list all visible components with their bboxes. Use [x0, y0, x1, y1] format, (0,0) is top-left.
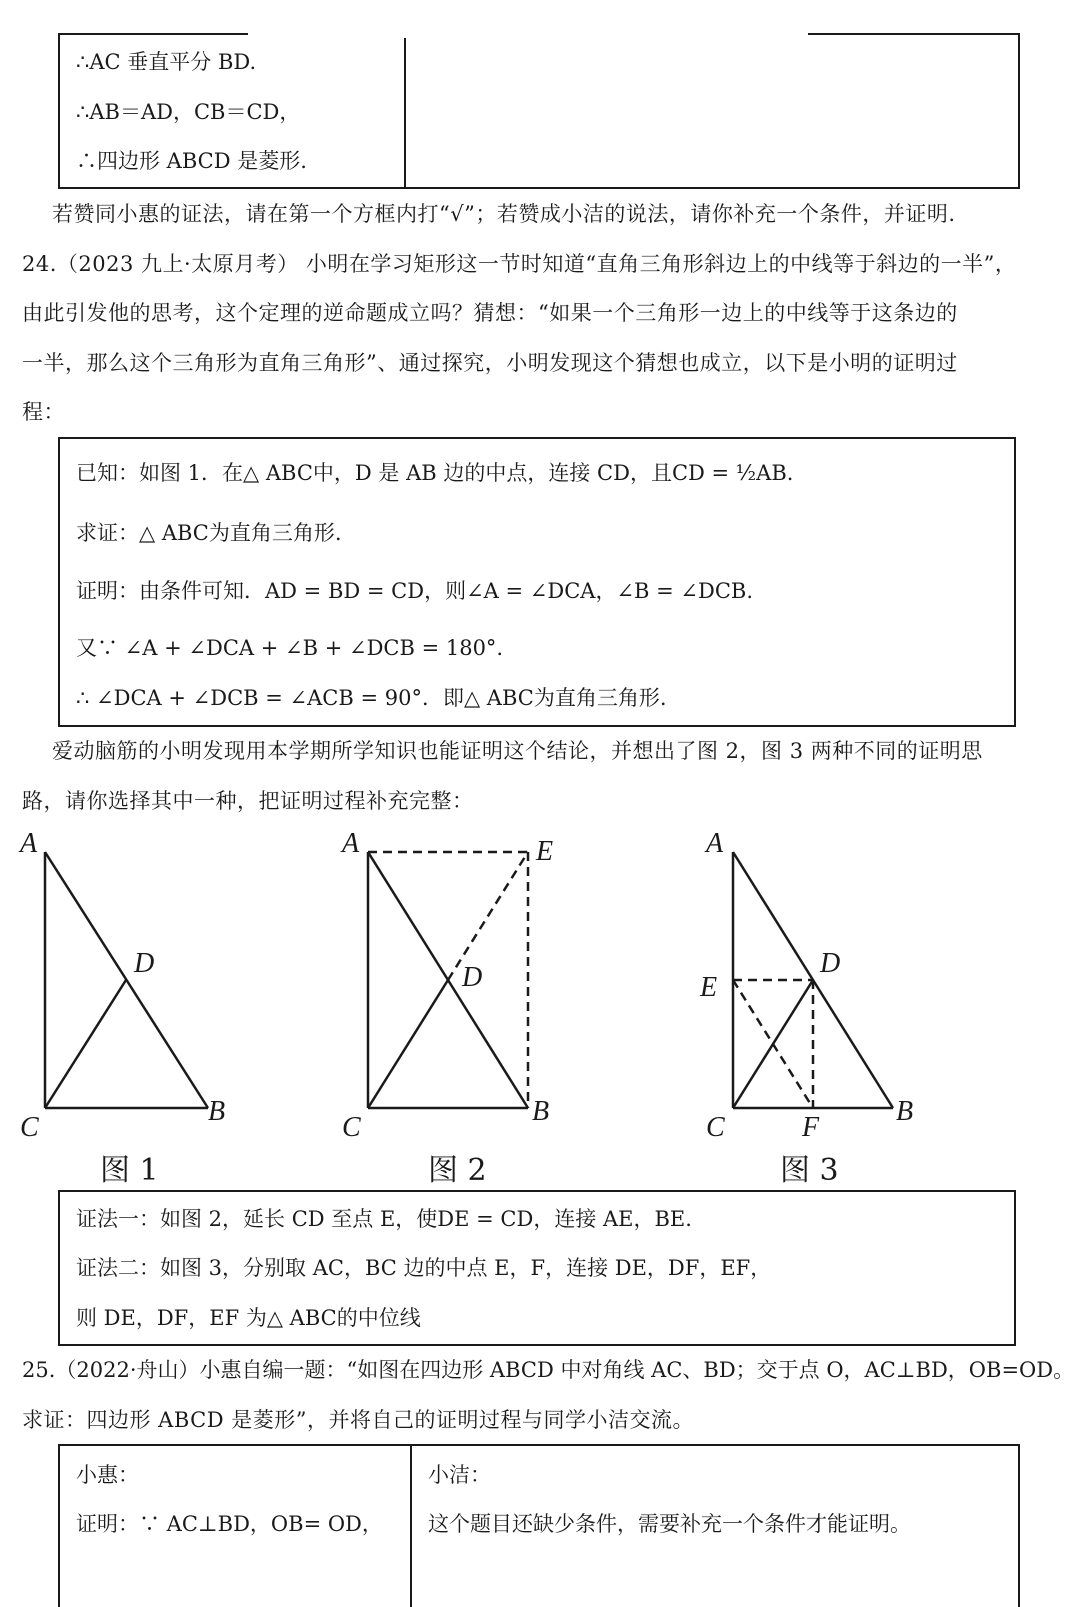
q25-table-right-border: [1018, 1444, 1020, 1607]
q24-line-3: 一半，那么这个三角形为直角三角形”、通过探究，小明发现这个猜想也成立，以下是小明的证明过: [22, 351, 958, 375]
q25-table-top-border: [58, 1444, 1020, 1446]
proof-given: 已知：如图 1．在△ ABC中，D 是 AB 边的中点，连接 CD，且CD = ½AB.: [76, 461, 794, 485]
top-table-left-border: [58, 33, 60, 189]
fig1-label-a: A: [20, 828, 38, 859]
fig3-caption: 图 3: [780, 1153, 839, 1188]
q25-table-middle-border: [410, 1444, 412, 1607]
instruction-23: 若赞同小惠的证法，请在第一个方框内打“√”；若赞成小洁的说法，请你补充一个条件，并证明.: [52, 202, 956, 226]
fig2-median-cd: [368, 980, 448, 1108]
figure-1: [45, 852, 208, 1108]
top-table-middle-border: [404, 38, 406, 189]
q25-right-title: 小洁：: [428, 1463, 491, 1487]
method-1: 证法一：如图 2，延长 CD 至点 E，使DE = CD，连接 AE，BE.: [76, 1207, 692, 1231]
proof-step-3: ∴ ∠DCA + ∠DCB = ∠ACB = 90°．即△ ABC为直角三角形.: [76, 686, 667, 710]
method-2: 证法二：如图 3，分别取 AC，BC 边的中点 E，F，连接 DE，DF，EF，: [76, 1256, 772, 1280]
fig3-label-e: E: [700, 972, 718, 1003]
q25-table-left-border: [58, 1444, 60, 1607]
fig3-label-f: F: [802, 1112, 820, 1143]
fig2-label-d: D: [462, 962, 483, 993]
fig1-label-b: B: [208, 1096, 226, 1127]
figure-2: [368, 852, 528, 1108]
q25-left-proof: 证明：∵ AC⊥BD，OB= OD，: [76, 1512, 383, 1536]
fig2-caption: 图 2: [428, 1153, 487, 1188]
fig2-label-c: C: [342, 1112, 361, 1143]
top-table-line-3: ∴四边形 ABCD 是菱形.: [76, 149, 307, 173]
fig1-label-d: D: [134, 948, 155, 979]
fig2-label-a: A: [342, 828, 360, 859]
top-table-right-border: [1018, 33, 1020, 189]
proof-step-2: 又∵ ∠A + ∠DCA + ∠B + ∠DCB = 180°.: [76, 636, 504, 660]
fig3-label-a: A: [706, 828, 724, 859]
q25-line-2: 求证：四边形 ABCD 是菱形”，并将自己的证明过程与同学小洁交流。: [22, 1408, 694, 1432]
fig1-caption: 图 1: [100, 1153, 159, 1188]
top-table-bottom-border: [58, 187, 1020, 189]
fig2-dashed-de: [448, 852, 528, 980]
top-table-line-1: ∴AC 垂直平分 BD.: [76, 50, 257, 74]
fig3-label-c: C: [706, 1112, 725, 1143]
top-table-right-top-edge: [808, 33, 1020, 35]
proof-to-prove: 求证：△ ABC为直角三角形.: [76, 521, 342, 545]
proof-step-1: 证明：由条件可知．AD = BD = CD，则∠A = ∠DCA，∠B = ∠DCB.: [76, 579, 754, 603]
fig1-label-c: C: [20, 1112, 39, 1143]
q24-line-2: 由此引发他的思考，这个定理的逆命题成立吗？猜想：“如果一个三角形一边上的中线等于这条边的: [22, 301, 958, 325]
fig2-label-b: B: [532, 1096, 550, 1127]
figures-svg: [0, 820, 1080, 1150]
q24-line-4: 程：: [22, 400, 65, 424]
method-2-cont: 则 DE，DF，EF 为△ ABC的中位线: [76, 1306, 421, 1330]
top-table-left-top-edge: [58, 33, 248, 35]
q25-line-1: 25.（2022·舟山）小惠自编一题：“如图在四边形 ABCD 中对角线 AC、BD；交于点 O，AC⊥BD，OB=OD。: [22, 1358, 1075, 1382]
fig3-label-b: B: [896, 1096, 914, 1127]
fig1-median-cd: [45, 980, 126, 1108]
q25-right-text: 这个题目还缺少条件，需要补充一个条件才能证明。: [428, 1512, 911, 1536]
top-table-line-2: ∴AB＝AD，CB＝CD，: [76, 100, 301, 124]
q25-left-title: 小惠：: [76, 1463, 139, 1487]
fig2-label-e: E: [536, 836, 554, 867]
fig3-label-d: D: [820, 948, 841, 979]
q24-line-1: 24.（2023 九上·太原月考） 小明在学习矩形这一节时知道“直角三角形斜边上的中线等于斜边的一半”，: [22, 252, 1017, 276]
figure-3: [733, 852, 893, 1108]
q24-follow-2: 路，请你选择其中一种，把证明过程补充完整：: [22, 789, 474, 813]
q24-follow-1: 爱动脑筋的小明发现用本学期所学知识也能证明这个结论，并想出了图 2，图 3 两种不同的证明思: [52, 739, 983, 763]
